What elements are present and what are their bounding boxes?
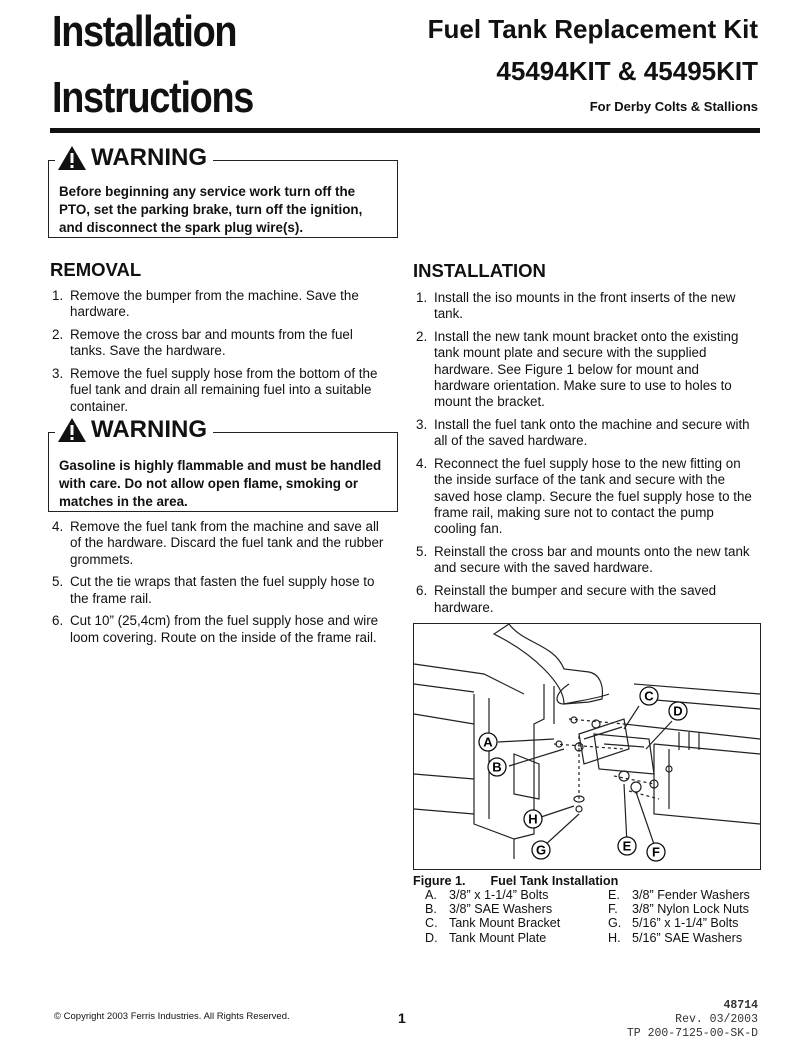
callout-label: G: [535, 842, 547, 858]
kit-numbers: 45494KIT & 45495KIT: [496, 56, 758, 86]
step-text: Remove the fuel tank from the machine and save all of the hardware. Discard the fuel tank and the rubber grommets.: [70, 519, 384, 567]
step-number: 3.: [416, 417, 428, 433]
legend-item: [425, 931, 560, 945]
warning-triangle-icon: [57, 145, 87, 171]
removal-steps-list-continued: [52, 519, 392, 653]
callout-b: [488, 758, 506, 776]
step-text: Install the fuel tank onto the machine and secure with all of the saved hardware.: [434, 417, 750, 449]
legend-key: D.: [425, 930, 438, 945]
step-text: Install the new tank mount bracket onto the existing tank mount plate and secure with the supplied hardware. See Figure 1 below for mount and hardware orientation. Make sure to use to holes to mount the bracket.: [434, 329, 739, 410]
header-rule: [50, 128, 760, 133]
legend-text: Tank Mount Bracket: [449, 916, 561, 931]
removal-steps-list: [52, 288, 392, 422]
step-item: [52, 366, 392, 415]
step-number: 2.: [416, 329, 428, 345]
legend-key: F.: [608, 902, 618, 917]
warning-triangle-icon: [57, 417, 87, 443]
callout-c: [640, 687, 658, 705]
figure-legend-right: [608, 888, 750, 945]
callout-label: B: [492, 759, 502, 775]
removal-heading: REMOVAL: [50, 259, 142, 280]
legend-item: [608, 916, 750, 930]
step-item: [52, 574, 392, 607]
figure-caption-title: Fuel Tank Installation: [490, 874, 619, 888]
warning-box-gasoline: [48, 416, 398, 512]
doc-number: 48714: [723, 999, 758, 1012]
warning-heading-text: WARNING: [91, 144, 207, 171]
legend-key: B.: [425, 902, 437, 917]
legend-item: [425, 916, 560, 930]
legend-item: [425, 902, 560, 916]
figure-caption: [413, 874, 618, 888]
step-text: Remove the cross bar and mounts from the fuel tanks. Save the hardware.: [70, 327, 353, 359]
callout-label: E: [622, 838, 632, 854]
step-item: [416, 583, 758, 616]
callout-f: [647, 843, 665, 861]
step-item: [416, 456, 758, 537]
step-number: 4.: [416, 456, 428, 472]
brand-line-2: Instructions: [52, 73, 254, 122]
step-text: Remove the bumper from the machine. Save the hardware.: [70, 288, 359, 320]
legend-text: 5/16” x 1-1/4” Bolts: [632, 916, 739, 931]
legend-key: E.: [608, 888, 620, 902]
step-item: [416, 417, 758, 450]
step-item: [52, 613, 392, 646]
callout-label: H: [528, 811, 538, 827]
step-item: [52, 288, 392, 321]
installation-steps-list: [416, 290, 758, 622]
figure-fuel-tank-installation: [413, 623, 761, 870]
legend-text: 3/8” Fender Washers: [632, 888, 750, 902]
callout-h: [524, 810, 542, 828]
warning-heading: [55, 416, 213, 444]
callout-e: [618, 837, 636, 855]
step-number: 3.: [52, 366, 64, 382]
step-number: 4.: [52, 519, 64, 534]
step-item: [52, 519, 392, 568]
callout-g: [532, 841, 550, 859]
legend-item: [608, 931, 750, 945]
step-item: [52, 327, 392, 360]
step-item: [416, 290, 758, 323]
step-text: Cut the tie wraps that fasten the fuel supply hose to the frame rail.: [70, 574, 375, 606]
callout-label: D: [673, 703, 683, 719]
figure-legend-left: [425, 888, 560, 945]
legend-text: 3/8” x 1-1/4” Bolts: [449, 888, 549, 902]
callout-d: [669, 702, 687, 720]
step-number: 6.: [416, 583, 428, 599]
step-item: [416, 544, 758, 577]
warning-heading: [55, 144, 213, 172]
brand-line-1: Installation: [52, 7, 237, 56]
legend-item: [608, 888, 750, 902]
legend-key: G.: [608, 916, 622, 931]
step-number: 5.: [416, 544, 428, 560]
legend-key: C.: [425, 916, 438, 931]
warning-text: Before beginning any service work turn off the PTO, set the parking brake, turn off the ignition, and disconnect the spark plug wire(s).: [59, 184, 363, 235]
step-text: Install the iso mounts in the front inserts of the new tank.: [434, 290, 736, 322]
legend-text: 3/8” SAE Washers: [449, 902, 553, 917]
doc-subtitle: For Derby Colts & Stallions: [589, 99, 758, 114]
step-text: Reinstall the cross bar and mounts onto the new tank and secure with the saved hardware.: [434, 544, 750, 576]
installation-heading: INSTALLATION: [413, 260, 546, 281]
copyright-notice: © Copyright 2003 Ferris Industries. All Rights Reserved.: [54, 1011, 290, 1022]
callout-a: [479, 733, 497, 751]
installation-diagram: [414, 624, 760, 869]
diagram-callouts: [479, 687, 687, 861]
legend-item: [425, 888, 560, 902]
callout-label: A: [483, 734, 493, 750]
warning-box-safety: [48, 144, 398, 238]
step-number: 1.: [416, 290, 428, 305]
step-number: 6.: [52, 613, 64, 629]
tp-number: TP 200-7125-00-SK-D: [626, 1027, 758, 1040]
callout-label: F: [652, 844, 660, 860]
page-number: 1: [398, 1010, 406, 1026]
legend-text: Tank Mount Plate: [449, 930, 547, 945]
step-number: 1.: [52, 288, 64, 303]
step-number: 5.: [52, 574, 64, 590]
legend-text: 5/16” SAE Washers: [632, 930, 743, 945]
warning-text: Gasoline is highly flammable and must be handled with care. Do not allow open flame, smoking or matches in the area.: [59, 458, 382, 509]
step-text: Remove the fuel supply hose from the bottom of the fuel tank and drain all remaining fuel into a suitable container.: [70, 366, 378, 414]
legend-text: 3/8” Nylon Lock Nuts: [632, 902, 749, 917]
legend-key: H.: [608, 930, 621, 945]
step-number: 2.: [52, 327, 64, 343]
step-text: Reconnect the fuel supply hose to the new fitting on the inside surface of the tank and secure with the saved hose clamp. Secure the fuel supply hose to the frame rail, making sure not to contact the pump cooling fan.: [434, 456, 752, 537]
legend-key: A.: [425, 888, 437, 902]
revision-date: Rev. 03/2003: [675, 1013, 758, 1026]
figure-caption-label: Figure 1.: [413, 874, 466, 888]
step-item: [416, 329, 758, 410]
callout-label: C: [644, 688, 654, 704]
doc-title: Fuel Tank Replacement Kit: [427, 14, 758, 44]
legend-item: [608, 902, 750, 916]
step-text: Cut 10” (25,4cm) from the fuel supply hose and wire loom covering. Route on the inside of the frame rail.: [70, 613, 379, 645]
warning-heading-text: WARNING: [91, 416, 207, 443]
step-text: Reinstall the bumper and secure with the saved hardware.: [434, 583, 717, 615]
